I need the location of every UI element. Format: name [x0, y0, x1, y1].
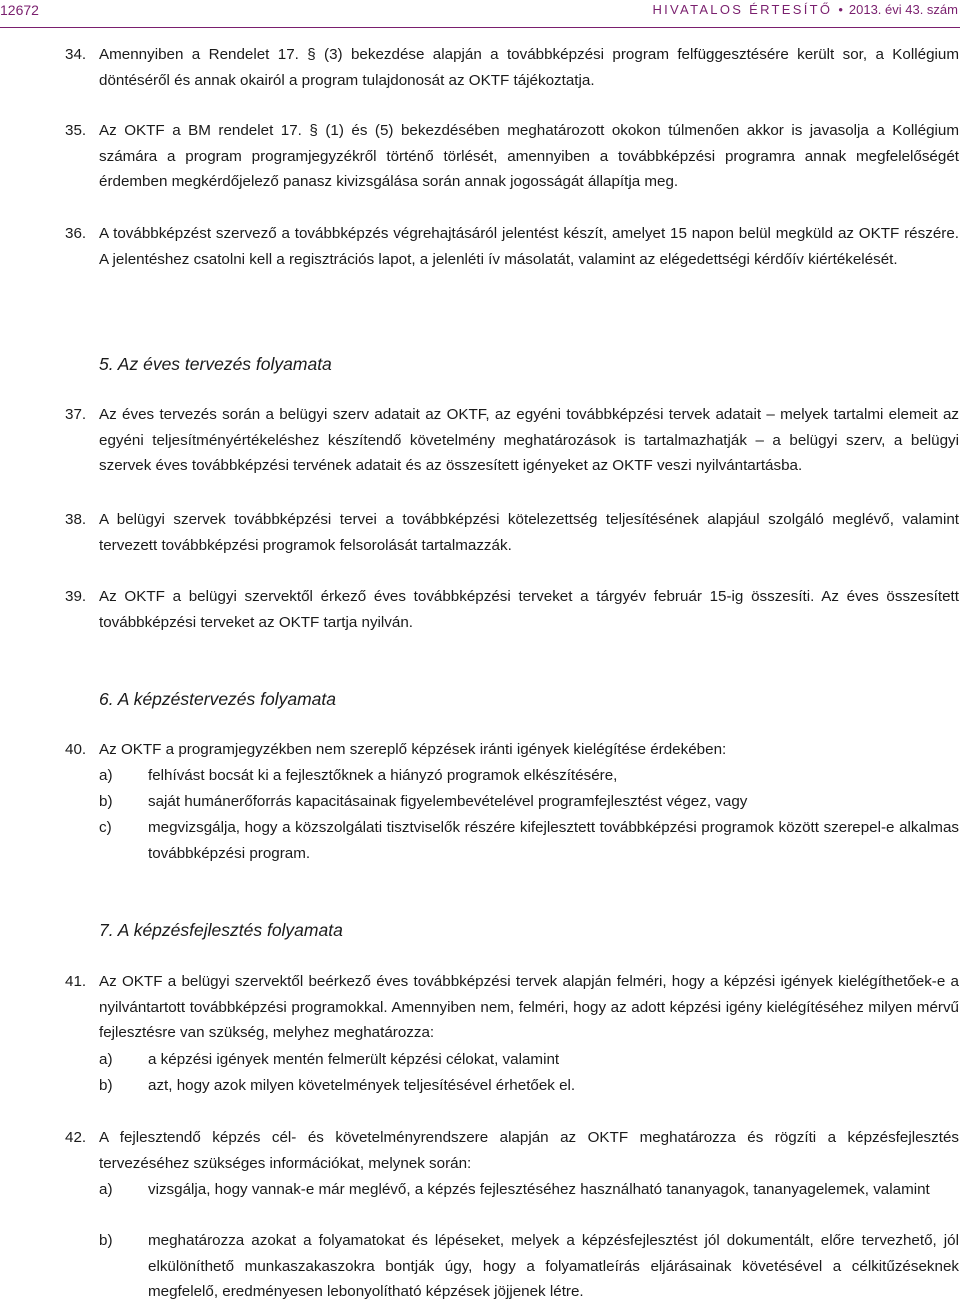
list-item-label: a) [99, 767, 113, 784]
paragraph-39 [65, 584, 959, 635]
paragraph-text: Az OKTF a belügyi szervektől beérkező éves továbbképzési tervek alapján felméri, hogy a képzési igények kielégíthetőek-e a nyilvántartott továbbképzési programokkal. Amennyiben nem, felméri, hogy az adott képzési igény kielégítéséhez milyen mérvű fejlesztésre van szükség, melyhez meghatározza: [99, 973, 959, 1041]
paragraph-text: Az OKTF a belügyi szervektől érkező éves továbbképzési terveket a tárgyév február 15-ig összesíti. Az éves összesített továbbképzési terveket az OKTF tartja nyilván. [99, 588, 959, 631]
list-item-text: megvizsgálja, hogy a közszolgálati tisztviselők részére kifejlesztett továbbképzési programok között szerepel-e alkalmas továbbképzési program. [148, 819, 959, 862]
page-number: 12672 [0, 2, 39, 18]
list-item [99, 763, 959, 789]
list-item [99, 789, 959, 815]
section-heading-5: 5. Az éves tervezés folyamata [99, 354, 332, 374]
list-item [99, 1047, 959, 1073]
paragraph-40 [65, 737, 959, 763]
list-item-label: a) [99, 1051, 113, 1068]
list-item [99, 1228, 959, 1305]
paragraph-number: 42. [65, 1129, 87, 1146]
list-item-label: a) [99, 1181, 113, 1198]
list-item-text: a képzési igények mentén felmerült képzési célokat, valamint [148, 1051, 560, 1068]
paragraph-37 [65, 402, 959, 479]
separator-dot: • [838, 2, 843, 17]
paragraph-number: 37. [65, 406, 87, 423]
paragraph-36 [65, 221, 959, 272]
paragraph-number: 36. [65, 225, 87, 242]
paragraph-34 [65, 42, 959, 93]
header-rule [0, 27, 960, 28]
list-item-text: vizsgálja, hogy vannak-e már meglévő, a képzés fejlesztéséhez használható tananyagok, tananyagelemek, valamint [148, 1181, 930, 1198]
paragraph-text: Amennyiben a Rendelet 17. § (3) bekezdése alapján a továbbképzési program felfüggesztésére került sor, a Kollégium döntéséről és annak okairól a program tulajdonosát az OKTF tájékoztatja. [99, 46, 959, 89]
list-item-text: saját humánerőforrás kapacitásainak figyelembevételével programfejlesztést végez, vagy [148, 793, 748, 810]
paragraph-38 [65, 507, 959, 558]
list-item-label: b) [99, 1232, 113, 1249]
page-header [0, 0, 960, 24]
paragraph-text: Az éves tervezés során a belügyi szerv adatait az OKTF, az egyéni továbbképzési tervek adatait – melyek tartalmi elemeit az egyéni teljesítményértékeléshez készítendő követelmény meghatározások is tartalmazhatják – a belügyi szerv, a belügyi szervek éves továbbképzési tervének adatait és az összesített igényeket az OKTF veszi nyilvántartásba. [99, 406, 959, 474]
list-item-label: b) [99, 1077, 113, 1094]
paragraph-text: A továbbképzést szervező a továbbképzés végrehajtásáról jelentést készít, amelyet 15 napon belül megküld az OKTF részére. A jelentéshez csatolni kell a regisztrációs lapot, a jelenléti ív másolatát, valamint az elégedettségi kérdőív kiértékelését. [99, 225, 959, 268]
issue-number: 2013. évi 43. szám [848, 2, 958, 17]
list-item-text: felhívást bocsát ki a fejlesztőknek a hiányzó programok elkészítésére, [148, 767, 618, 784]
paragraph-35 [65, 118, 959, 195]
list-item-text: meghatározza azokat a folyamatokat és lépéseket, melyek a képzésfejlesztést jól dokumentált, előre tervezhető, jól elkülöníthető munkaszakaszokra bontják úgy, hogy a folyamatleírás eljárásainak követésével a célkitűzéseknek megfelelő, eredményesen lebonyolítható képzések jöjjenek létre. [148, 1232, 959, 1300]
paragraph-41 [65, 969, 959, 1046]
paragraph-number: 39. [65, 588, 87, 605]
paragraph-42 [65, 1125, 959, 1176]
paragraph-text: A belügyi szervek továbbképzési tervei a továbbképzési kötelezettség teljesítésének alapjául szolgáló meglévő, valamint tervezett továbbképzési programok felsorolását tartalmazzák. [99, 511, 959, 554]
paragraph-text: Az OKTF a BM rendelet 17. § (1) és (5) bekezdésében meghatározott okokon túlmenően akkor is javasolja a Kollégium számára a program programjegyzékről történő törlését, amennyiben a továbbképzési programra annak megfelelőségét érdemben megkérdőjelező panasz kivizsgálása során annak jogosságát állapítja meg. [99, 122, 959, 190]
list-item-label: b) [99, 793, 113, 810]
paragraph-number: 38. [65, 511, 87, 528]
section-heading-7: 7. A képzésfejlesztés folyamata [99, 920, 343, 940]
paragraph-number: 34. [65, 46, 87, 63]
paragraph-number: 35. [65, 122, 87, 139]
journal-info [652, 2, 958, 17]
list-item-text: azt, hogy azok milyen követelmények teljesítésével érhetőek el. [148, 1077, 576, 1094]
list-item-label: c) [99, 819, 112, 836]
paragraph-number: 41. [65, 973, 87, 990]
paragraph-number: 40. [65, 741, 87, 758]
list-item [99, 1177, 959, 1203]
paragraph-text: Az OKTF a programjegyzékben nem szereplő képzések iránti igények kielégítése érdekében: [99, 741, 727, 758]
journal-title: HIVATALOS ÉRTESÍTŐ [652, 2, 833, 17]
section-heading-6: 6. A képzéstervezés folyamata [99, 689, 337, 709]
list-item [99, 815, 959, 866]
paragraph-text: A fejlesztendő képzés cél- és követelményrendszere alapján az OKTF meghatározza és rögzíti a képzésfejlesztés tervezéséhez szükséges információkat, melynek során: [99, 1129, 959, 1172]
list-item [99, 1073, 959, 1099]
